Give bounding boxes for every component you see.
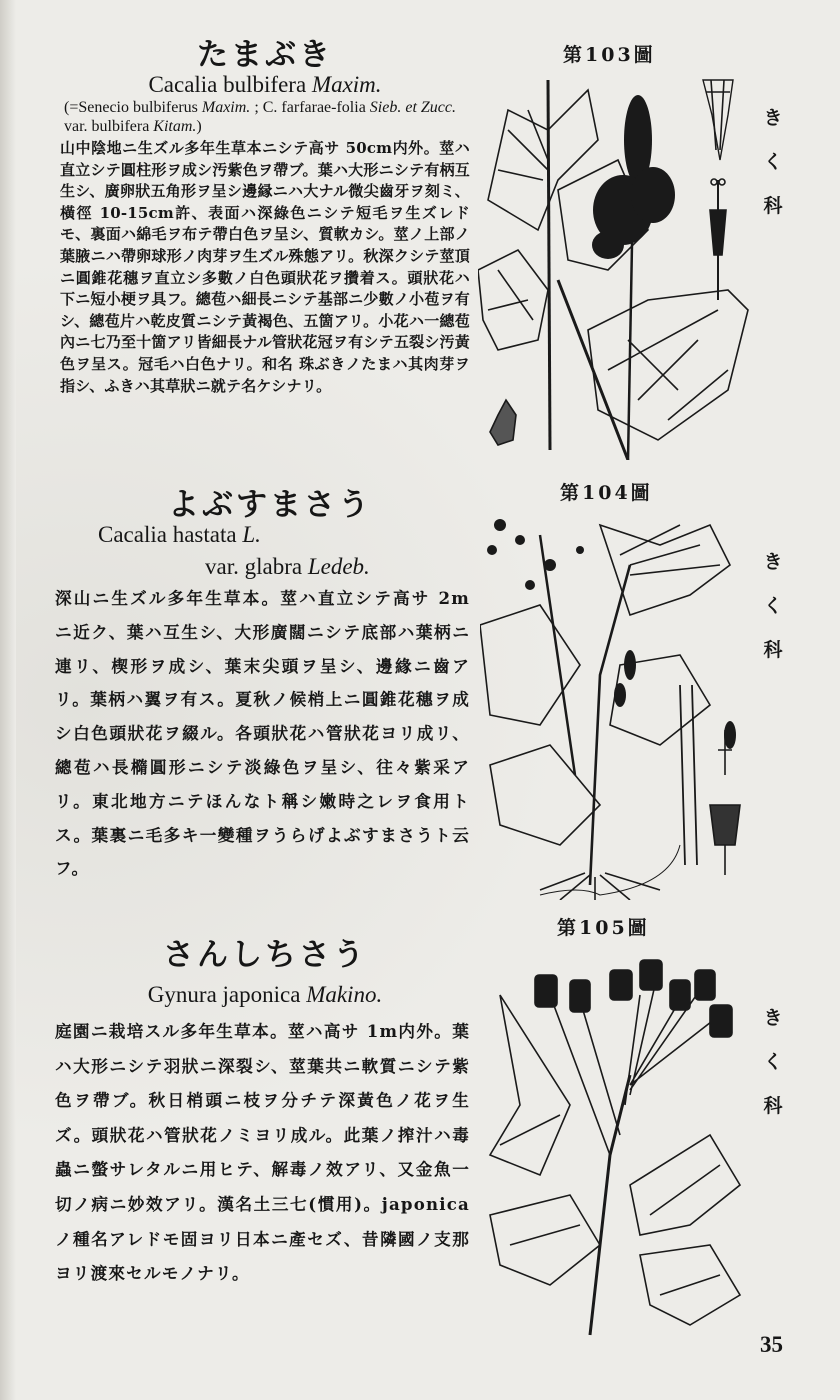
jp-name: たまぶき [197,37,333,73]
scientific-name [60,982,470,1008]
family-char: 科 [763,195,783,217]
syn-author: Kitam. [153,118,197,135]
sci-author: L. [242,522,261,547]
sci-author: Makino. [306,982,383,1007]
syn-part: ) [196,118,202,135]
syn-author: Maxim. [201,99,251,116]
page-gutter-shadow [0,0,16,1400]
family-char: く [763,595,783,617]
synonym [60,98,470,136]
illustration-gynura-japonica [480,955,755,1340]
illustration-cacalia-bulbifera [478,70,763,460]
family-char: 科 [763,639,783,661]
jp-name: さんしちさう [163,937,367,973]
figure-label-104: 第104圖 [560,482,653,504]
family-char: き [763,107,783,129]
sci-binomial: Gynura japonica [147,982,301,1007]
family-char: き [763,551,783,573]
entry-sanshichisou [55,937,470,1291]
entry-yobusumasou [55,487,470,886]
family-label [762,996,784,1128]
syn-part: (=Senecio bulbiferus [64,99,202,116]
page-number: 35 [760,1332,783,1357]
scientific-name-line1 [60,522,470,548]
description: 山中陰地ニ生ズル多年生草本ニシテ高サ 50cm内外。莖ハ直立シテ圓柱形ヲ成シ汚紫色ヲ帶ブ。葉ハ大形ニシテ有柄互生シ、廣卵狀五角形ヲ呈シ邊縁ニハ大ナル微尖齒牙ヲ刻ミ、橫徑 10-15cm許、表面ハ深綠色ニシテ短毛ヲ生ズレドモ、裏面ハ綿毛ヲ布テ帶白色ヲ呈シ、質軟カシ。莖ノ上部ノ葉腋ニハ帶卵球形ノ肉芽ヲ生ズル殊態アリ。秋深クシテ莖頂ニ圓錐花穗ヲ直立シ多數ノ白色頭狀花ヲ攢着ス。頭狀花ハ下ニ短小梗ヲ具フ。總苞ハ細長ニシテ基部ニ少數ノ小苞ヲ有シ、總苞片ハ乾皮質ニシテ黃褐色、五箇アリ。小花ハ一總苞內ニ七乃至十箇アリ皆細長ナル管狀花冠ヲ有シテ五裂シ汚黃色ヲ呈ス。冠毛ハ白色ナリ。和名 珠ぶきノたまハ其肉芽ヲ指シ、ふきハ其草狀ニ就テ名ケシナリ。 [60,139,470,395]
sci-author: Ledeb. [307,554,370,579]
sci-binomial: Cacalia bulbifera [148,72,307,97]
family-char: 科 [763,1095,783,1117]
family-label [762,96,784,228]
family-label [762,540,784,672]
description: 庭園ニ栽培スル多年生草本。莖ハ高サ 1m内外。葉ハ大形ニシテ羽狀ニ深裂シ、莖葉共ニ軟質ニシテ紫色ヲ帶ブ。秋日梢頭ニ枝ヲ分チテ深黃色ノ花ヲ生ズ。頭狀花ハ管狀花ノミヨリ成ル。此葉ノ搾汁ハ毒蟲ニ螫サレタルニ用ヒテ、解毒ノ效アリ、又金魚一切ノ病ニ妙效アリ。漢名土三七(慣用)。japonica ノ種名アレドモ固ヨリ日本ニ產セズ、昔隣國ノ支那ヨリ渡來セルモノナリ。 [55,1021,470,1284]
scientific-name-line2 [60,554,470,580]
description: 深山ニ生ズル多年生草本。莖ハ直立シテ高サ 2m ニ近ク、葉ハ互生シ、大形廣闊ニシテ底部ハ葉柄ニ連リ、楔形ヲ成シ、葉末尖頭ヲ呈シ、邊緣ニ齒アリ。葉柄ハ翼ヲ有ス。夏秋ノ候梢上ニ圓錐花穗ヲ成シ白色頭狀花ヲ綴ル。各頭狀花ハ管狀花ヨリ成リ、總苞ハ長橢圓形ニシテ淡綠色ヲ呈シ、往々紫采アリ。東北地方ニテほんなト稱シ嫩時之レヲ食用トス。葉裏ニ毛多キ一變種ヲうらげよぶすまさうト云フ。 [55,588,470,879]
family-char: く [763,151,783,173]
figure-label-105: 第105圖 [557,917,650,939]
sci-author: Maxim. [311,72,382,97]
figure-label-103: 第103圖 [563,44,656,66]
syn-author: Sieb. et Zucc. [369,99,456,116]
family-char: き [763,1007,783,1029]
sci-binomial: Cacalia hastata [98,522,237,547]
sci-variety: var. glabra [205,554,303,579]
illustration-cacalia-hastata [480,505,750,900]
jp-name: よぶすまさう [168,487,372,523]
syn-part: var. bulbifera [64,118,154,135]
family-char: く [763,1051,783,1073]
entry-tamabuki [60,38,470,397]
scientific-name [60,72,470,98]
syn-part: ; C. farfarae-folia [250,99,370,116]
